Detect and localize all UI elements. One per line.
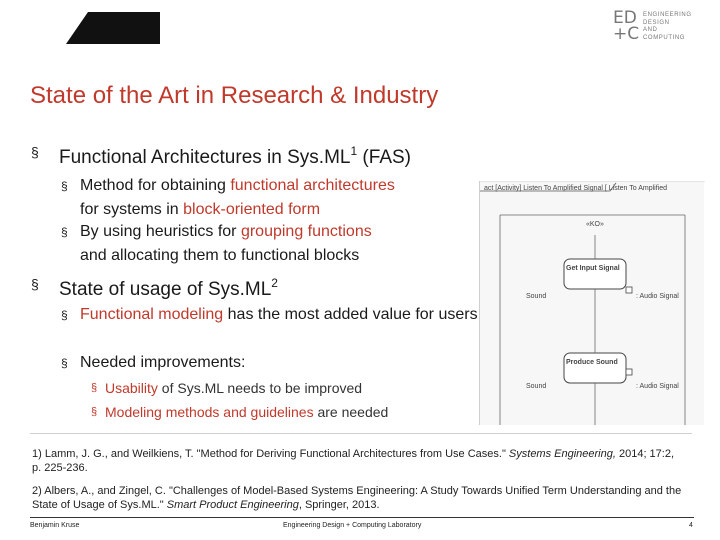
logo-wordmark: ENGINEERING DESIGN AND COMPUTING — [643, 12, 692, 41]
footer-lab: Engineering Design + Computing Laboratory — [283, 522, 422, 529]
pin-label-sound: Sound — [526, 293, 547, 300]
edc-logo — [613, 10, 693, 50]
bullet-marker-icon: § — [31, 144, 39, 160]
action-produce-sound: Produce Sound — [566, 359, 618, 366]
bullet-marker-icon: § — [61, 179, 68, 193]
bullet-marker-icon: § — [61, 356, 68, 370]
slide: ED +C ENGINEERING DESIGN AND COMPUTING State of the Art in Research & Industry § Functional Architectures in $Sys.ML^1$ (FAS) § Method for obtaining functional architectures for systems in block-oriented form § By using heuristics for grouping functions and allocating them to functional blocks § State of usage of $Sys.ML^2$ § Functional modeling has the most added value for users § Needed improvements: § Usability of Sys.ML needs to be improved § Modeling methods and guidelines are needed act [Activity] Listen To Amplified Signal [ Listen To Amplified «KO» Get Input Signal Sound : Audio Signal Produce Sound Sound : Audio Signal 1) Lamm, J. G., and Weilkiens, T. "Method for Deriving Functional Architectures from Use Cases." Systems Engineering, 2014; 17:2, p. 225-236. 2) Albers, A., and Zingel, C. "Challenges of Model-Based Systems Engineering: A Study Towards Unified Term Understanding and the State of Usage of Sys.ML." Smart Product Engineering, Springer, 2013. Benjamin Kruse Engineering Design + Computing Laboratory 4 — [0, 0, 720, 540]
bullet-marker-icon: § — [91, 406, 98, 418]
pin-label-audio-signal: : Audio Signal — [636, 383, 679, 390]
reference-2: 2) Albers, A., and Zingel, C. "Challenges of Model-Based Systems Engineering: A Study Towards Unified Term Understanding and the State of Usage of Sys.ML." Smart Product Engineering, Springer, 2013. — [32, 485, 682, 511]
bullet-marker-icon: § — [61, 225, 68, 239]
corner-decoration — [66, 12, 160, 44]
action-get-input-signal: Get Input Signal — [566, 265, 620, 272]
activity-diagram — [479, 181, 704, 425]
logo-mark: ED +C — [613, 8, 640, 44]
slide-title: State of the Art in Research & Industry — [30, 82, 439, 109]
bullet-marker-icon: § — [61, 308, 68, 322]
bullet-marker-icon: § — [31, 276, 39, 292]
footer-author: Benjamin Kruse — [30, 522, 80, 529]
references-separator — [30, 433, 692, 434]
pin-label-audio-signal: : Audio Signal — [636, 293, 679, 300]
reference-1: 1) Lamm, J. G., and Weilkiens, T. "Method for Deriving Functional Architectures from Use Cases." Systems Engineering, 2014; 17:2, p. 225-236. — [32, 448, 675, 474]
footer-divider — [30, 517, 694, 518]
bullet-marker-icon: § — [91, 382, 98, 394]
diagram-header: act [Activity] Listen To Amplified Signal [ Listen To Amplified — [484, 185, 668, 192]
page-number: 4 — [689, 522, 693, 529]
diagram-stereotype: «KO» — [586, 221, 604, 228]
pin-label-sound: Sound — [526, 383, 547, 390]
